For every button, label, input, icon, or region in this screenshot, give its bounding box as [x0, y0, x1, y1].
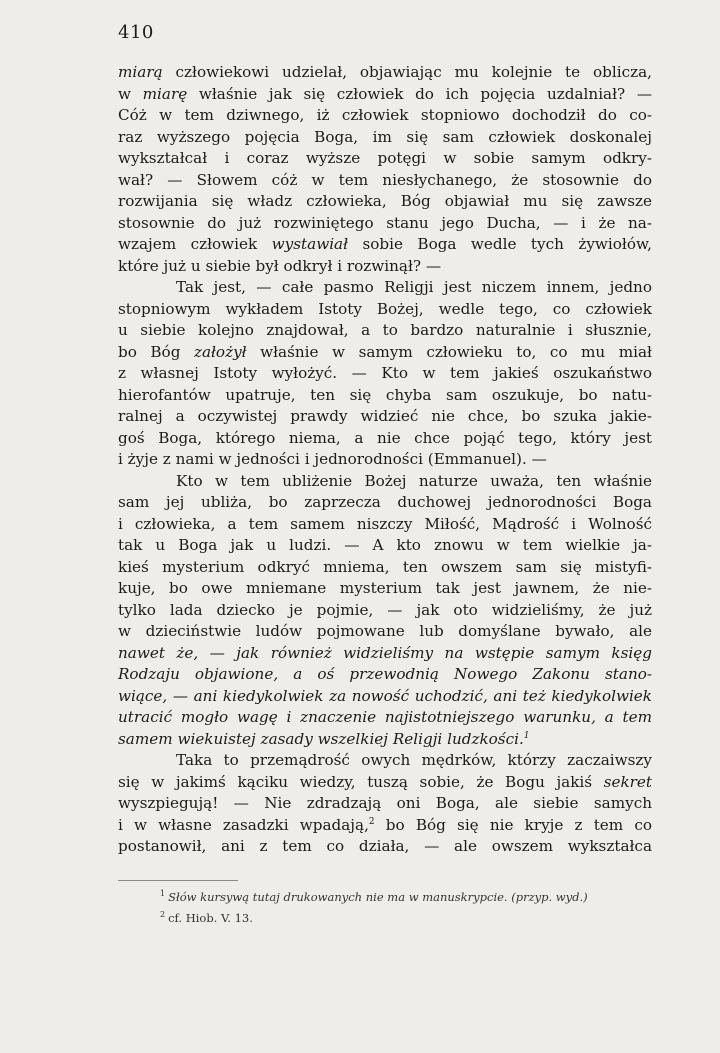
line-text: bo Bóg się nie kryje z tem co: [374, 815, 653, 834]
text-line: [118, 449, 652, 471]
emphasis-text: sekret: [603, 772, 652, 791]
line-text: samem wiekuistej zasady wszelkiej Religji ludzkości.: [118, 729, 524, 748]
text-line: [118, 578, 652, 600]
line-text: Rodzaju objawione, a oś przewodnią Nowego Zakonu stano-: [118, 665, 652, 683]
text-line: [118, 277, 652, 299]
text-line: [118, 621, 652, 643]
line-text: goś Boga, którego niema, a nie chce pojąć tego, który jest: [118, 428, 652, 447]
line-text: ralnej a oczywistej prawdy widzieć nie chce, bo szuka jakie-: [118, 407, 652, 425]
line-text: wiące, — ani kiedykolwiek za nowość uchodzić, ani też kiedykolwiek: [118, 686, 652, 705]
text-line: [118, 299, 652, 321]
footnote-text: cf. Hiob. V. 13.: [168, 910, 253, 925]
line-text: rozwijania się władz człowieka, Bóg objawiał mu się zawsze: [118, 192, 652, 210]
line-text: i w własne zasadzki wpadają,: [118, 815, 369, 834]
line-text: i człowieka, a tem samem niszczy Miłość, Mądrość i Wolność: [118, 514, 652, 533]
text-line: [118, 514, 652, 536]
text-line: [118, 600, 652, 622]
text-line: [118, 535, 652, 557]
text-line: [118, 234, 652, 256]
line-text: Tak jest, — całe pasmo Religji jest niczem innem, jedno: [176, 278, 652, 296]
text-line: [118, 643, 652, 665]
footnotes: [160, 885, 660, 927]
line-text: tylko lada dziecko je pojmie, — jak oto widzieliśmy, że już: [118, 600, 652, 619]
line-text: wzajem człowiek: [118, 235, 272, 253]
text-line: [118, 213, 652, 235]
text-line: [118, 105, 652, 127]
line-text: hierofantów upatruje, ten się chyba sam oszukuje, bo natu-: [118, 385, 652, 404]
line-text: które już u siebie był odkrył i rozwinął? —: [118, 256, 442, 275]
line-text: kuje, bo owe mniemane mysterium tak jest jawnem, że nie-: [118, 579, 652, 597]
footnote-divider: [118, 880, 238, 881]
footnote-reference: 2: [368, 816, 375, 827]
footnote-mark: 1: [160, 889, 166, 898]
text-line: [118, 707, 652, 729]
emphasis-text: założył: [193, 342, 247, 361]
footnote-mark: 2: [160, 909, 166, 919]
line-text: sam jej ubliża, bo zaprzecza duchowej jednorodności Boga: [118, 493, 652, 511]
line-text: Kto w tem ubliżenie Bożej naturze uważa, ten właśnie: [176, 471, 652, 490]
text-line: [118, 256, 652, 278]
text-line: [118, 84, 652, 106]
text-line: [118, 406, 652, 428]
text-line: [118, 170, 652, 192]
text-line: [118, 836, 652, 858]
text-line: [118, 686, 652, 708]
text-line: [118, 428, 652, 450]
line-text: wykształcał i coraz wyższe potęgi w sobie samym odkry-: [118, 149, 652, 167]
text-line: [118, 557, 652, 579]
text-line: [118, 320, 652, 342]
line-text: u siebie kolejno znajdował, a to bardzo naturalnie i słusznie,: [118, 321, 652, 339]
line-text: stosownie do już rozwiniętego stanu jego Ducha, — i że na-: [118, 213, 652, 232]
text-line: [118, 62, 652, 84]
line-text: utracić mogło wagę i znaczenie najistotniejszego warunku, a tem: [118, 708, 652, 726]
line-text: w dzieciństwie ludów pojmowane lub domyślane bywało, ale: [118, 622, 652, 640]
footnote: [160, 885, 660, 906]
text-line: [118, 772, 652, 794]
line-text: Taka to przemądrość owych mędrków, którzy zaczaiwszy: [176, 751, 652, 769]
text-line: [118, 342, 652, 364]
line-text: stopniowym wykładem Istoty Bożej, wedle tego, co człowiek: [118, 299, 652, 318]
line-text: wał? — Słowem cóż w tem niesłychanego, że stosownie do: [118, 170, 652, 189]
text-line: [118, 363, 652, 385]
text-line: [118, 750, 652, 772]
text-line: [118, 191, 652, 213]
line-text: raz wyższego pojęcia Boga, im się sam człowiek doskonalej: [118, 127, 652, 146]
emphasis-text: wystawiał: [271, 235, 349, 253]
line-text: kieś mysterium odkryć mniema, ten owszem sam się mistyfi-: [118, 557, 652, 576]
text-line: [118, 127, 652, 149]
line-text: w: [118, 84, 143, 103]
text-line: [118, 148, 652, 170]
line-text: wyszpiegują! — Nie zdradzają oni Boga, ale siebie samych: [118, 794, 652, 812]
text-line: [118, 815, 652, 837]
footnote: [160, 906, 660, 927]
line-text: bo Bóg: [118, 342, 194, 361]
line-text: nawet że, — jak również widzieliśmy na wstępie samym księg: [118, 643, 652, 662]
body-text: [118, 62, 652, 858]
footnote-text: Słów kursywą tutaj drukowanych nie ma w manuskrypcie. (przyp. wyd.): [168, 889, 588, 904]
text-line: [118, 664, 652, 686]
line-text: z własnej Istoty wyłożyć. — Kto w tem jakieś oszukaństwo: [118, 364, 652, 382]
line-text: sobie Boga wedle tych żywiołów,: [348, 235, 652, 253]
line-text: i żyje z nami w jedności i jednorodności (Emmanuel). —: [118, 450, 547, 468]
footnote-reference: 1: [523, 730, 530, 741]
emphasis-text: miarę: [142, 84, 188, 103]
text-line: [118, 385, 652, 407]
line-text: właśnie w samym człowieku to, co mu miał: [246, 342, 652, 361]
line-text: tak u Boga jak u ludzi. — A kto znowu w tem wielkie ja-: [118, 536, 652, 554]
text-line: [118, 471, 652, 493]
line-text: się w jakimś kąciku wiedzy, tuszą sobie, że Bogu jakiś: [118, 772, 604, 791]
page-number: 410: [118, 22, 154, 43]
text-line: [118, 729, 652, 751]
text-line: [118, 793, 652, 815]
emphasis-text: miarą: [118, 63, 163, 81]
text-line: [118, 492, 652, 514]
line-text: postanowił, ani z tem co działa, — ale owszem wykształca: [118, 837, 652, 855]
line-text: Cóż w tem dziwnego, iż człowiek stopniowo dochodził do co-: [118, 106, 652, 124]
line-text: człowiekowi udzielał, objawiając mu kolejnie te oblicza,: [162, 63, 652, 81]
line-text: właśnie jak się człowiek do ich pojęcia uzdalniał? —: [187, 84, 653, 103]
